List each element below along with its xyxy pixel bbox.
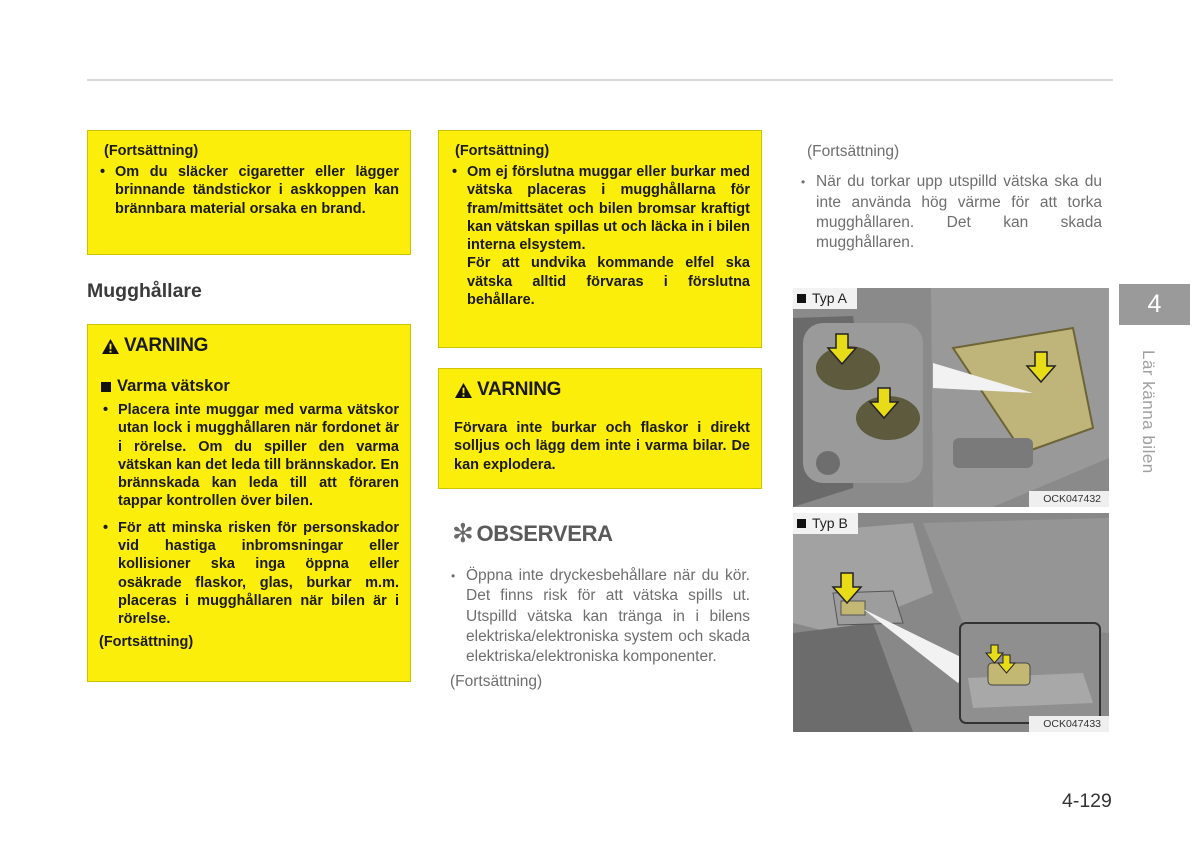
note-item: • När du torkar upp utspilld vätska ska du inte använda hög värme för att torka mugghållaren. Det kan skada mugghållaren. xyxy=(800,172,1102,253)
caution-note: För att undvika kommande elfel ska vätska alltid förvaras i förslutna behållare. xyxy=(467,255,750,309)
warning-heading xyxy=(101,335,399,357)
observera-heading xyxy=(452,518,613,549)
figure-label-text: Typ B xyxy=(812,515,848,531)
continued-caution-box-2 xyxy=(438,130,762,348)
continued-label: (Fortsättning) xyxy=(455,143,550,159)
figure-code: OCK047433 xyxy=(1029,716,1109,732)
warning-triangle-icon xyxy=(454,382,473,399)
note-list xyxy=(800,172,1102,253)
figure-type-b xyxy=(793,513,1109,732)
warning-subheading xyxy=(101,377,399,396)
chapter-tab: 4 xyxy=(1119,284,1190,325)
square-bullet-icon xyxy=(797,519,806,528)
caution-list xyxy=(98,163,399,218)
continued-note xyxy=(800,142,1102,253)
continued-label: (Fortsättning) xyxy=(807,143,900,160)
chapter-title-vertical: Lär känna bilen xyxy=(1139,350,1158,474)
square-bullet-icon xyxy=(797,294,806,303)
caution-list xyxy=(450,163,750,254)
warning-item: • Placera inte muggar med varma vätskor utan lock i mugghållaren när fordonet är i rörelse. Om du spiller den varma vätskan kan det leda till brännskador. En brännskada kan leda till att föraren tappar kontrollen över bilen. xyxy=(101,401,399,511)
page-number: 4-129 xyxy=(1062,790,1112,812)
continued-label: (Fortsättning) xyxy=(99,633,194,650)
observera-body xyxy=(450,566,750,693)
continued-caution-box xyxy=(87,130,411,255)
warning-heading xyxy=(454,379,750,401)
figure-label xyxy=(793,288,857,309)
section-title: Mugghållare xyxy=(87,280,202,302)
observera-item: • Öppna inte dryckesbehållare när du kör. Det finns risk för att vätska spills ut. Utspilld vätska kan tränga in i bilens elektriska/elektroniska system och skada elektriska/elektroniska komponenter. xyxy=(450,566,750,667)
cupholder-type-b-illustration xyxy=(793,513,1109,732)
warning-triangle-icon xyxy=(101,338,120,355)
square-bullet-icon xyxy=(101,382,111,392)
warning-text: Förvara inte burkar och flaskor i direkt solljus och lägg dem inte i varma bilar. De kan explodera. xyxy=(454,420,750,473)
warning-box-hot-liquids xyxy=(87,324,411,682)
caution-item: • Om ej förslutna muggar eller burkar med vätska placeras i mugghållarna för fram/mittsätet och bilen bromsar kraftigt kan vätskan spillas ut och läcka in i bilen interna elsystem. xyxy=(450,163,750,254)
caution-item: • Om du släcker cigaretter eller lägger brinnande tändstickor i askkoppen kan brännbara material orsaka en brand. xyxy=(98,163,399,218)
figure-code: OCK047432 xyxy=(1029,491,1109,507)
warning-list xyxy=(101,401,399,629)
asterisk-icon: ✻ xyxy=(452,518,474,548)
continued-label: (Fortsättning) xyxy=(450,673,543,691)
cupholder-type-a-illustration xyxy=(793,288,1109,507)
observera-list xyxy=(450,566,750,667)
warning-box-sunlight xyxy=(438,368,762,489)
warning-title: VARNING xyxy=(124,335,209,356)
top-rule xyxy=(87,79,1113,81)
figure-type-a xyxy=(793,288,1109,507)
observera-title: OBSERVERA xyxy=(476,520,613,546)
warning-item: • För att minska risken för personskador vid hastiga inbromsningar eller kollisioner ska inga öppna eller osäkrade flaskor, glas, burkar m.m. placeras i mugghållaren när bilen är i rörelse. xyxy=(101,519,399,629)
figure-label xyxy=(793,513,858,534)
warning-subtitle: Varma vätskor xyxy=(117,377,230,395)
warning-title: VARNING xyxy=(477,379,562,400)
figure-label-text: Typ A xyxy=(812,290,848,306)
continued-label: (Fortsättning) xyxy=(104,143,199,159)
